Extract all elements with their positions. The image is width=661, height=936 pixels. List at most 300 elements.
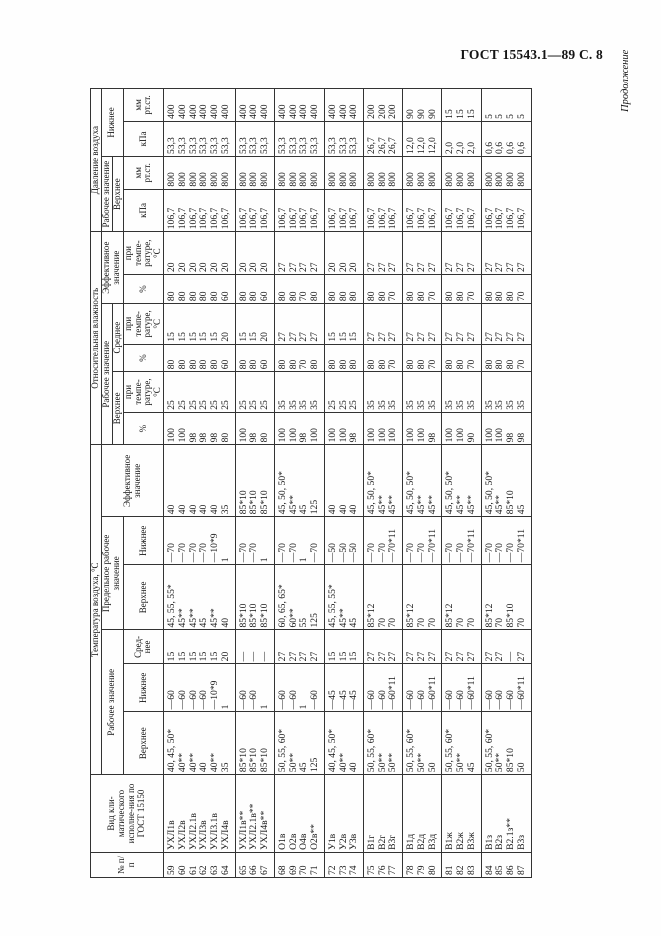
- cell-p-top-mm: [324, 156, 363, 189]
- cell-t-avg: [363, 630, 402, 664]
- cell-p-bot-mm: [235, 89, 274, 122]
- cell-line: 106,7: [248, 207, 260, 230]
- cell-line: В1з: [483, 834, 495, 850]
- col-work-bottom: Нижнее: [123, 664, 164, 712]
- cell-line: 20: [176, 262, 188, 272]
- cell-line: 80: [326, 291, 338, 302]
- cell-h-top-t: [324, 372, 363, 413]
- cell-line: 106,7: [405, 207, 417, 230]
- cell-line: 90: [415, 109, 427, 119]
- cell-h-avg: [363, 344, 402, 372]
- page-header: ГОСТ 15543.1—89 С. 8: [460, 47, 603, 62]
- cell-line: 800: [248, 172, 260, 187]
- cell-line: 53,3: [287, 137, 299, 154]
- cell-t-bottom: [442, 664, 481, 712]
- cell-line: 27: [505, 332, 517, 342]
- cell-line: 800: [259, 172, 271, 187]
- col-hum-top: Верхнее: [112, 372, 123, 445]
- cell-line: 27: [415, 332, 427, 342]
- cell-line: 85*12: [365, 603, 377, 628]
- cell-line: 45**: [415, 495, 427, 515]
- cell-line: 64: [219, 865, 231, 875]
- cell-line: 106,7: [287, 207, 299, 230]
- cell-line: 80: [483, 291, 495, 302]
- cell-line: —: [259, 651, 271, 662]
- cell-t-top: [442, 712, 481, 775]
- cell-vid: [274, 775, 324, 853]
- cell-lim-bottom: [235, 517, 274, 565]
- cell-h-top-t: [164, 372, 235, 413]
- cell-p-bot-mm: [363, 89, 402, 122]
- cell-p-top-mm: [235, 156, 274, 189]
- cell-line: 85*10: [259, 748, 271, 773]
- cell-line: 40**: [187, 752, 199, 773]
- cell-line: 53,3: [348, 137, 360, 154]
- cell-t-bottom: [235, 664, 274, 712]
- cell-line: УХЛ2в: [176, 820, 188, 850]
- col-hum-group: Относительная влажность: [91, 232, 102, 445]
- cell-line: 27: [405, 332, 417, 342]
- cell-h-top: [481, 412, 531, 445]
- cell-line: 27: [515, 332, 527, 342]
- cell-line: 27: [465, 262, 477, 272]
- cell-lim-bottom: [363, 517, 402, 565]
- cell-line: 100: [376, 428, 388, 443]
- cell-line: 35: [276, 400, 288, 410]
- cell-line: 20: [209, 262, 221, 272]
- cell-line: —60: [455, 690, 467, 710]
- cell-t-bottom: [481, 664, 531, 712]
- cell-line: 84: [483, 865, 495, 875]
- cell-line: 80: [376, 359, 388, 370]
- cell-line: 106,7: [176, 207, 188, 230]
- cell-h-avg: [442, 344, 481, 372]
- cell-line: 40: [187, 504, 199, 515]
- cell-line: 15: [187, 332, 199, 342]
- cell-line: —: [237, 651, 249, 662]
- cell-line: 800: [405, 172, 417, 187]
- cell-line: 25: [166, 400, 178, 410]
- cell-line: 55: [298, 617, 310, 628]
- cell-line: 400: [259, 104, 271, 119]
- col-limit-bottom: Нижнее: [123, 517, 164, 565]
- cell-line: 27: [405, 651, 417, 662]
- cell-line: 45: [298, 504, 310, 515]
- cell-h-avg-t: [442, 304, 481, 345]
- cell-line: 35: [298, 400, 310, 410]
- cell-line: 27: [444, 332, 456, 342]
- cell-line: —60: [176, 690, 188, 710]
- cell-line: 35: [515, 400, 527, 410]
- cell-line: 35: [376, 400, 388, 410]
- cell-line: 80: [219, 432, 231, 443]
- cell-p-top-kpa: [324, 189, 363, 232]
- cell-p-top-mm: [274, 156, 324, 189]
- cell-line: В3г: [387, 834, 399, 850]
- col-press-bottom: Нижнее: [101, 89, 123, 157]
- cell-line: 80: [176, 291, 188, 302]
- cell-line: 50, 55, 60*: [365, 728, 377, 773]
- cell-line: 50**: [455, 752, 467, 773]
- cell-line: 60, 65, 65*: [276, 584, 288, 628]
- cell-line: 80: [337, 359, 349, 370]
- cell-line: 106,7: [166, 207, 178, 230]
- cell-h-top: [442, 412, 481, 445]
- cell-line: 85*10: [237, 490, 249, 515]
- cell-line: 45, 50, 50*: [365, 471, 377, 515]
- col-work: Рабочее значение: [101, 630, 123, 775]
- col-hum-avg: Среднее: [112, 304, 123, 372]
- cell-line: 98: [348, 432, 360, 443]
- cell-line: 98: [209, 432, 221, 443]
- cell-line: 106,7: [348, 207, 360, 230]
- cell-line: 90: [426, 109, 438, 119]
- cell-line: 45**: [187, 608, 199, 628]
- cell-p-bot-mm: [274, 89, 324, 122]
- cell-h-top-t: [442, 372, 481, 413]
- cell-line: —45: [337, 690, 349, 710]
- cell-h-eff: [481, 275, 531, 304]
- cell-t-top: [403, 712, 442, 775]
- cell-line: —60: [405, 690, 417, 710]
- cell-no: [274, 852, 324, 877]
- cell-line: 100: [176, 428, 188, 443]
- cell-line: 27: [287, 651, 299, 662]
- cell-line: 75: [365, 865, 377, 875]
- cell-line: 98: [515, 432, 527, 443]
- cell-line: 100: [483, 428, 495, 443]
- cell-line: 25: [248, 400, 260, 410]
- cell-line: 27: [465, 651, 477, 662]
- cell-line: —60: [309, 690, 321, 710]
- cell-line: 45, 50, 50*: [444, 471, 456, 515]
- cell-line: 72: [326, 865, 338, 875]
- cell-line: У1в: [326, 833, 338, 850]
- cell-line: 45**: [455, 495, 467, 515]
- cell-line: 20: [237, 262, 249, 272]
- cell-line: 27: [387, 332, 399, 342]
- cell-eff: [324, 445, 363, 517]
- cell-line: 85*10: [248, 603, 260, 628]
- cell-lim-top: [164, 565, 235, 630]
- cell-line: 27: [505, 262, 517, 272]
- cell-line: 40, 45, 50*: [326, 728, 338, 773]
- cell-line: 20: [259, 332, 271, 342]
- cell-p-top-kpa: [363, 189, 402, 232]
- cell-line: О1в: [276, 833, 288, 850]
- cell-line: 45**: [465, 495, 477, 515]
- cell-line: 0,6: [515, 141, 527, 154]
- cell-line: 27: [455, 262, 467, 272]
- cell-line: 27: [405, 262, 417, 272]
- cell-line: 26,7: [365, 137, 377, 154]
- cell-p-top-mm: [481, 156, 531, 189]
- cell-line: 200: [387, 104, 399, 119]
- cell-h-eff-t: [324, 232, 363, 275]
- cell-line: 800: [505, 172, 517, 187]
- cell-line: 20: [348, 262, 360, 272]
- cell-line: 50**: [287, 752, 299, 773]
- cell-line: 45**: [387, 495, 399, 515]
- col-hum-top-pct: %: [123, 412, 164, 445]
- col-hum-eff-temp: при темпе-ратуре, °С: [123, 232, 164, 275]
- cell-line: 45: [348, 617, 360, 628]
- cell-line: 27: [376, 262, 388, 272]
- cell-line: 100: [337, 428, 349, 443]
- cell-line: УХЛ3.1в: [209, 813, 221, 850]
- cell-h-eff: [235, 275, 274, 304]
- col-work-top: Верхнее: [123, 712, 164, 775]
- cell-line: 60: [176, 865, 188, 875]
- cell-line: 800: [326, 172, 338, 187]
- cell-line: 106,7: [259, 207, 271, 230]
- cell-line: 27: [276, 262, 288, 272]
- cell-eff: [164, 445, 235, 517]
- cell-line: 15: [176, 332, 188, 342]
- cell-line: 27: [426, 651, 438, 662]
- cell-line: 70: [298, 359, 310, 370]
- cell-line: 73: [337, 865, 349, 875]
- col-press-top-kpa: кПа: [123, 189, 164, 232]
- cell-line: 27: [309, 332, 321, 342]
- cell-line: 0,6: [483, 141, 495, 154]
- cell-line: 800: [483, 172, 495, 187]
- cell-h-eff: [164, 275, 235, 304]
- cell-line: 70: [455, 617, 467, 628]
- cell-line: —60: [415, 690, 427, 710]
- cell-line: 65: [237, 865, 249, 875]
- cell-line: 50**: [494, 752, 506, 773]
- cell-line: 27: [455, 651, 467, 662]
- cell-line: 40: [337, 504, 349, 515]
- cell-h-avg-t: [235, 304, 274, 345]
- cell-line: 81: [444, 865, 456, 875]
- cell-line: 67: [259, 865, 271, 875]
- cell-line: 100: [455, 428, 467, 443]
- cell-line: 80: [237, 291, 249, 302]
- cell-line: 15: [176, 651, 188, 662]
- table-row: [363, 89, 402, 878]
- cell-line: 45**: [337, 608, 349, 628]
- cell-line: 70: [415, 617, 427, 628]
- cell-line: —70: [176, 543, 188, 563]
- cell-line: 35: [505, 400, 517, 410]
- cell-line: 27: [515, 262, 527, 272]
- col-hum-avg-temp: при темпе-ратуре, °С: [123, 304, 164, 345]
- cell-line: УХЛ4в**: [259, 810, 271, 850]
- cell-vid: [324, 775, 363, 853]
- cell-line: 800: [219, 172, 231, 187]
- cell-h-avg-t: [164, 304, 235, 345]
- cell-line: 0,6: [505, 141, 517, 154]
- cell-line: 50**: [376, 752, 388, 773]
- cell-line: 400: [287, 104, 299, 119]
- cell-line: 85*12: [444, 603, 456, 628]
- cell-line: 1: [298, 557, 310, 563]
- cell-h-eff: [403, 275, 442, 304]
- cell-line: 40: [209, 504, 221, 515]
- cell-p-top-mm: [164, 156, 235, 189]
- cell-line: 80: [209, 359, 221, 370]
- cell-line: 800: [365, 172, 377, 187]
- cell-line: —70: [166, 543, 178, 563]
- cell-t-avg: [235, 630, 274, 664]
- cell-line: 400: [176, 104, 188, 119]
- cell-line: 400: [337, 104, 349, 119]
- cell-line: 45**: [209, 608, 221, 628]
- cell-line: 800: [444, 172, 456, 187]
- cell-line: 25: [259, 400, 271, 410]
- cell-line: 80: [287, 359, 299, 370]
- cell-line: 80: [405, 291, 417, 302]
- cell-line: —60: [444, 690, 456, 710]
- cell-lim-bottom: [324, 517, 363, 565]
- cell-line: 5: [483, 114, 495, 119]
- cell-p-top-kpa: [274, 189, 324, 232]
- cell-h-eff: [324, 275, 363, 304]
- cell-line: 15: [166, 332, 178, 342]
- cell-line: —70: [455, 543, 467, 563]
- cell-line: 400: [198, 104, 210, 119]
- cell-line: 106,7: [494, 207, 506, 230]
- cell-line: 80: [166, 359, 178, 370]
- cell-h-eff-t: [274, 232, 324, 275]
- cell-line: 85*10: [248, 490, 260, 515]
- cell-no: [164, 852, 235, 877]
- cell-line: 15: [348, 651, 360, 662]
- cell-line: 85*12: [405, 603, 417, 628]
- cell-line: 5: [515, 114, 527, 119]
- cell-t-top: [324, 712, 363, 775]
- cell-line: 40: [219, 617, 231, 628]
- cell-line: 27: [298, 332, 310, 342]
- cell-vid: [235, 775, 274, 853]
- cell-line: 5: [505, 114, 517, 119]
- cell-line: —70: [365, 543, 377, 563]
- cell-line: 800: [515, 172, 527, 187]
- cell-line: 53,3: [209, 137, 221, 154]
- cell-line: 80: [248, 359, 260, 370]
- cell-line: 98: [187, 432, 199, 443]
- cell-line: 86: [505, 865, 517, 875]
- cell-line: 0,6: [494, 141, 506, 154]
- cell-line: 80: [187, 291, 199, 302]
- cell-line: 400: [276, 104, 288, 119]
- cell-line: 98: [426, 432, 438, 443]
- cell-line: 70: [515, 359, 527, 370]
- cell-h-top-t: [481, 372, 531, 413]
- cell-line: 40, 45, 50*: [166, 728, 178, 773]
- cell-lim-bottom: [274, 517, 324, 565]
- cell-line: 20: [219, 262, 231, 272]
- cell-line: 25: [198, 400, 210, 410]
- cell-p-top-mm: [363, 156, 402, 189]
- cell-line: 27: [455, 332, 467, 342]
- cell-line: 100: [309, 428, 321, 443]
- cell-line: 800: [426, 172, 438, 187]
- cell-line: 400: [219, 104, 231, 119]
- cell-h-avg: [481, 344, 531, 372]
- cell-line: О2в: [287, 833, 299, 850]
- cell-line: 106,7: [444, 207, 456, 230]
- cell-line: 35: [494, 400, 506, 410]
- cell-line: —60: [166, 690, 178, 710]
- cell-line: —45: [348, 690, 360, 710]
- cell-line: 106,7: [426, 207, 438, 230]
- cell-line: —60*11: [426, 676, 438, 710]
- cell-line: —70: [248, 543, 260, 563]
- cell-line: 45**: [176, 608, 188, 628]
- cell-line: 53,3: [166, 137, 178, 154]
- cell-line: 100: [365, 428, 377, 443]
- cell-line: 85*10: [248, 748, 260, 773]
- cell-line: 25: [209, 400, 221, 410]
- cell-line: 20: [337, 262, 349, 272]
- cell-line: 40: [176, 504, 188, 515]
- cell-line: 66: [248, 865, 260, 875]
- cell-line: —50: [326, 543, 338, 563]
- cell-line: 53,3: [237, 137, 249, 154]
- col-hum-eff: Эффективное значение: [101, 232, 123, 304]
- col-hum-work: Рабочее значение: [101, 304, 112, 445]
- cell-line: 1: [259, 704, 271, 710]
- cell-line: 80: [198, 359, 210, 370]
- cell-line: 27: [415, 262, 427, 272]
- cell-line: 1: [259, 557, 271, 563]
- cell-line: 50, 55, 60*: [444, 728, 456, 773]
- cell-t-avg: [164, 630, 235, 664]
- cell-line: 800: [298, 172, 310, 187]
- cell-line: —60: [187, 690, 199, 710]
- cell-line: —60: [365, 690, 377, 710]
- cell-line: 200: [376, 104, 388, 119]
- cell-line: 27: [276, 332, 288, 342]
- cell-line: 80: [405, 359, 417, 370]
- cell-line: УХЛ3в: [198, 820, 210, 850]
- cell-line: —10*9: [209, 680, 221, 710]
- cell-line: 400: [166, 104, 178, 119]
- cell-line: 106,7: [219, 207, 231, 230]
- cell-line: 50: [426, 762, 438, 773]
- cell-line: В1г: [365, 834, 377, 850]
- cell-line: 45**: [287, 495, 299, 515]
- cell-h-eff-t: [442, 232, 481, 275]
- col-hum-eff-pct: %: [123, 275, 164, 304]
- cell-line: 27: [376, 651, 388, 662]
- cell-line: 35: [426, 400, 438, 410]
- cell-line: 106,7: [337, 207, 349, 230]
- cell-line: 35: [444, 400, 456, 410]
- cell-line: 800: [176, 172, 188, 187]
- col-hum-avg-pct: %: [123, 344, 164, 372]
- cell-line: 85*10: [259, 603, 271, 628]
- cell-lim-top: [363, 565, 402, 630]
- cell-h-eff: [274, 275, 324, 304]
- cell-line: 800: [237, 172, 249, 187]
- cell-h-eff-t: [363, 232, 402, 275]
- cell-h-top-t: [235, 372, 274, 413]
- cell-line: 25: [219, 400, 231, 410]
- cell-p-bot-kpa: [403, 121, 442, 156]
- cell-line: 70: [298, 291, 310, 302]
- cell-line: 27: [387, 262, 399, 272]
- cell-line: 80: [187, 359, 199, 370]
- col-limit-top: Верхнее: [123, 565, 164, 630]
- cell-line: 80: [348, 359, 360, 370]
- continuation-label: Продолжение: [620, 49, 631, 112]
- cell-p-top-mm: [403, 156, 442, 189]
- cell-line: 5: [494, 114, 506, 119]
